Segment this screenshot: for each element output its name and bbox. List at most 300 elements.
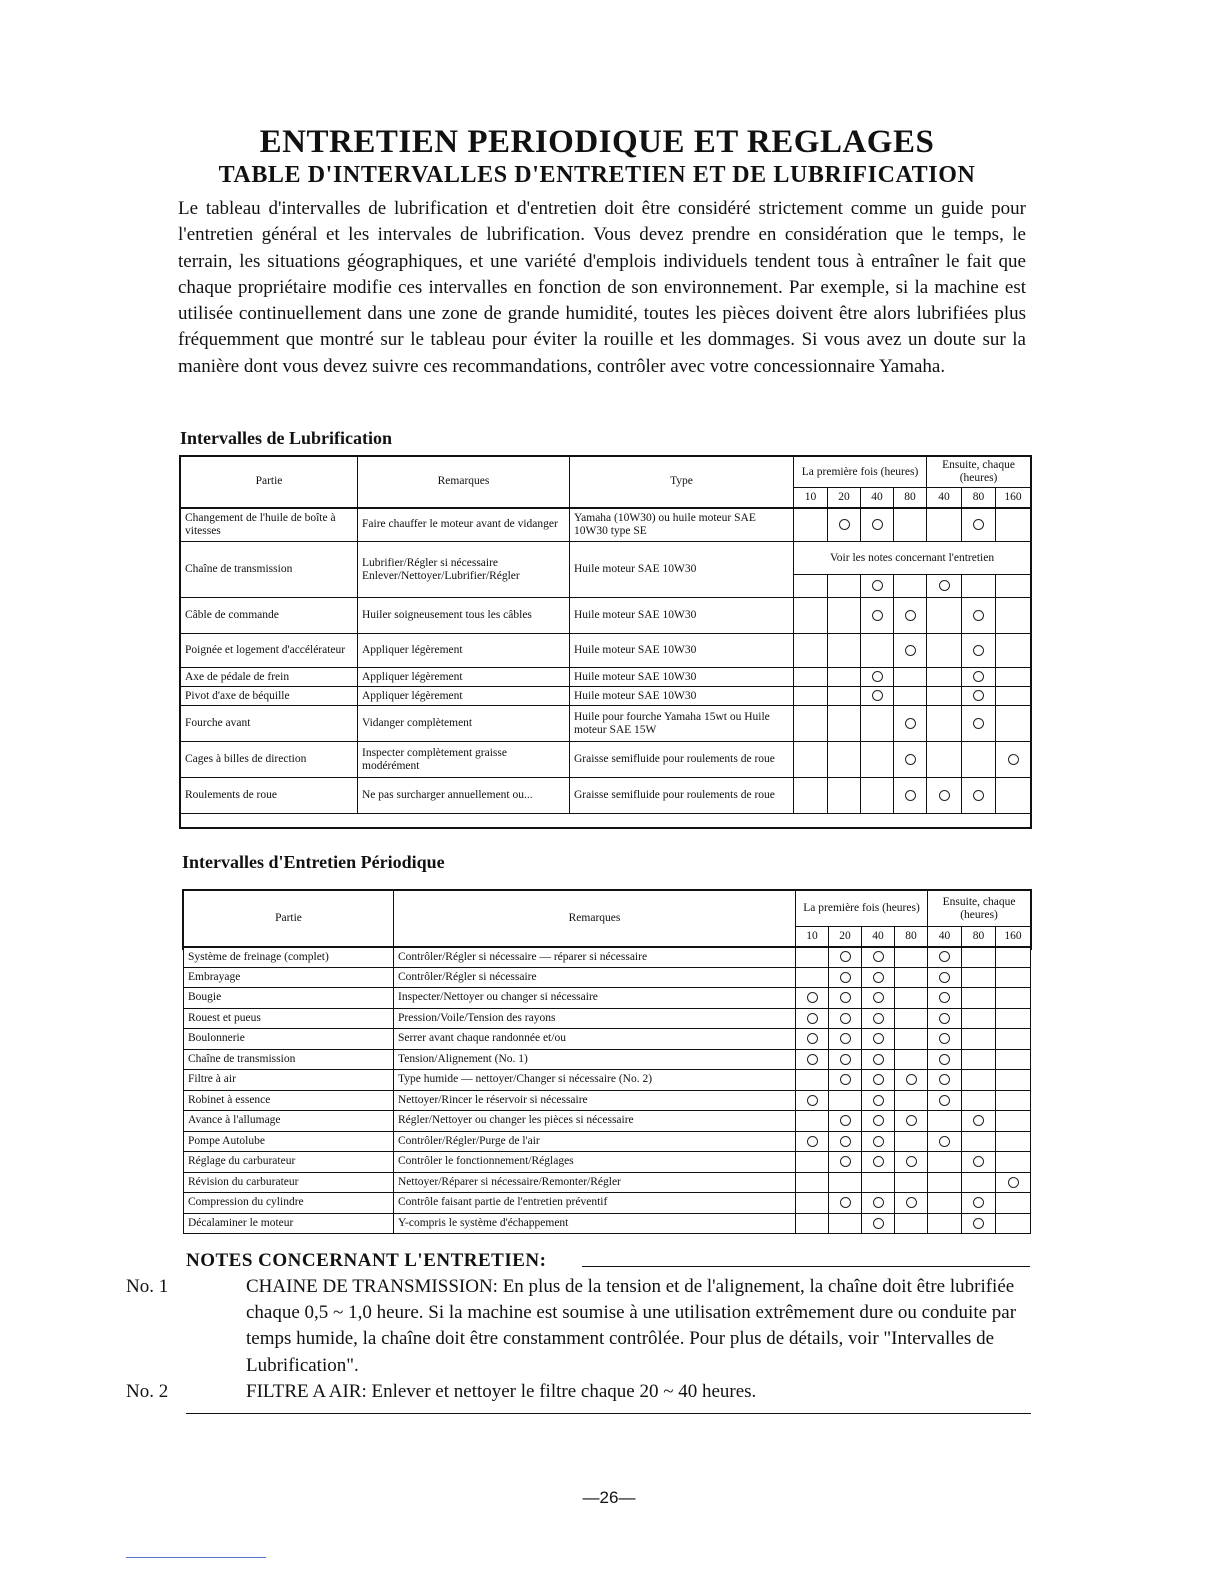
lubrication-row (181, 508, 1031, 542)
interval-empty-cell (962, 575, 996, 598)
maintenance-row (184, 947, 1031, 968)
interval-empty-cell (828, 634, 861, 668)
interval-empty-cell (996, 1008, 1031, 1029)
circle-mark-icon (939, 1136, 950, 1147)
interval-mark-cell (928, 967, 962, 988)
header-ensuite: Ensuite, chaque (heures) (927, 457, 1031, 488)
interval-mark-cell (796, 1029, 829, 1050)
circle-mark-icon (905, 610, 916, 621)
interval-empty-cell (962, 1172, 996, 1193)
row-part: Système de freinage (complet) (184, 947, 394, 968)
interval-mark-cell (862, 1049, 895, 1070)
row-part: Révision du carburateur (184, 1172, 394, 1193)
hours-40: 40 (861, 488, 894, 508)
row-remark: Inspecter complètement graisse modérément (358, 742, 570, 778)
circle-mark-icon (873, 992, 884, 1003)
interval-empty-cell (895, 1029, 928, 1050)
interval-mark-cell (829, 947, 862, 968)
row-remark: Huiler soigneusement tous les câbles (358, 598, 570, 634)
lubrication-table (180, 456, 1031, 814)
circle-mark-icon (839, 519, 850, 530)
maintenance-row (184, 1172, 1031, 1193)
interval-mark-cell (928, 1070, 962, 1091)
interval-mark-cell (928, 947, 962, 968)
maintenance-row (184, 1193, 1031, 1214)
circle-mark-icon (939, 1013, 950, 1024)
lubrication-row (181, 687, 1031, 706)
interval-mark-cell (894, 742, 927, 778)
interval-empty-cell (861, 634, 894, 668)
row-remark: Nettoyer/Rincer le réservoir si nécessaire (394, 1090, 796, 1111)
circle-mark-icon (939, 1074, 950, 1085)
circle-mark-icon (873, 1197, 884, 1208)
circle-mark-icon (873, 1218, 884, 1229)
hours-40: 40 (927, 488, 962, 508)
interval-mark-cell (862, 1193, 895, 1214)
lubrication-title: Intervalles de Lubrification (180, 428, 392, 448)
row-remark: Pression/Voile/Tension des rayons (394, 1008, 796, 1029)
interval-mark-cell (962, 1193, 996, 1214)
circle-mark-icon (973, 790, 984, 801)
row-part: Avance à l'allumage (184, 1111, 394, 1132)
lubrication-row (181, 542, 1031, 575)
interval-empty-cell (828, 742, 861, 778)
header-partie: Partie (184, 891, 394, 947)
row-part: Chaîne de transmission (184, 1049, 394, 1070)
interval-mark-cell (962, 706, 996, 742)
interval-empty-cell (794, 706, 828, 742)
interval-empty-cell (996, 1152, 1031, 1173)
row-remark: Contrôler/Régler si nécessaire (394, 967, 796, 988)
circle-mark-icon (973, 1197, 984, 1208)
interval-empty-cell (996, 1193, 1031, 1214)
interval-mark-cell (894, 706, 927, 742)
circle-mark-icon (840, 992, 851, 1003)
interval-empty-cell (861, 778, 894, 814)
row-remark: Contrôler/Régler/Purge de l'air (394, 1131, 796, 1152)
interval-empty-cell (962, 1090, 996, 1111)
interval-empty-cell (996, 1070, 1031, 1091)
interval-empty-cell (962, 967, 996, 988)
interval-mark-cell (928, 1008, 962, 1029)
lubrication-row (181, 742, 1031, 778)
interval-mark-cell (829, 1131, 862, 1152)
interval-mark-cell (962, 598, 996, 634)
interval-empty-cell (996, 575, 1031, 598)
notes-title: NOTES CONCERNANT L'ENTRETIEN: (186, 1250, 547, 1271)
interval-mark-cell (928, 1049, 962, 1070)
interval-mark-cell (862, 988, 895, 1009)
row-part: Pompe Autolube (184, 1131, 394, 1152)
circle-mark-icon (973, 1218, 984, 1229)
row-remark: Serrer avant chaque randonnée et/ou (394, 1029, 796, 1050)
interval-mark-cell (862, 1070, 895, 1091)
interval-mark-cell (962, 1152, 996, 1173)
circle-mark-icon (973, 1156, 984, 1167)
interval-mark-cell (895, 1070, 928, 1091)
circle-mark-icon (905, 790, 916, 801)
row-part: Compression du cylindre (184, 1193, 394, 1214)
hours-80: 80 (962, 927, 996, 947)
note-2-number: No. 2 (126, 1381, 169, 1402)
header-ensuite: Ensuite, chaque (heures) (928, 891, 1031, 927)
circle-mark-icon (840, 1197, 851, 1208)
interval-empty-cell (796, 1213, 829, 1234)
row-remark: Contrôler le fonctionnement/Réglages (394, 1152, 796, 1173)
interval-empty-cell (796, 1152, 829, 1173)
maintenance-row (184, 1090, 1031, 1111)
circle-mark-icon (939, 951, 950, 962)
circle-mark-icon (873, 1054, 884, 1065)
interval-empty-cell (796, 967, 829, 988)
interval-empty-cell (794, 687, 828, 706)
row-part: Pivot d'axe de béquille (181, 687, 358, 706)
interval-empty-cell (996, 1131, 1031, 1152)
lubrication-row (181, 598, 1031, 634)
circle-mark-icon (873, 1115, 884, 1126)
circle-mark-icon (873, 1156, 884, 1167)
interval-empty-cell (895, 1172, 928, 1193)
interval-mark-cell (829, 1070, 862, 1091)
row-type: Huile moteur SAE 10W30 (570, 668, 794, 687)
row-type: Huile moteur SAE 10W30 (570, 542, 794, 598)
circle-mark-icon (906, 1074, 917, 1085)
circle-mark-icon (1008, 1177, 1019, 1188)
circle-mark-icon (840, 1074, 851, 1085)
interval-mark-cell (895, 1111, 928, 1132)
row-type: Huile moteur SAE 10W30 (570, 598, 794, 634)
header-premiere-fois: La première fois (heures) (794, 457, 927, 488)
row-remark: Type humide — nettoyer/Changer si nécessaire (No. 2) (394, 1070, 796, 1091)
row-remark: Ne pas surcharger annuellement ou... (358, 778, 570, 814)
circle-mark-icon (939, 992, 950, 1003)
notes-title-rule (582, 1266, 1030, 1267)
interval-empty-cell (996, 1029, 1031, 1050)
interval-mark-cell (996, 742, 1031, 778)
circle-mark-icon (939, 1033, 950, 1044)
interval-mark-cell (796, 1090, 829, 1111)
interval-empty-cell (996, 967, 1031, 988)
interval-empty-cell (928, 1172, 962, 1193)
interval-empty-cell (962, 1029, 996, 1050)
circle-mark-icon (906, 1115, 917, 1126)
interval-mark-cell (861, 508, 894, 542)
interval-empty-cell (828, 706, 861, 742)
row-part: Cages à billes de direction (181, 742, 358, 778)
interval-empty-cell (895, 967, 928, 988)
interval-mark-cell (862, 1008, 895, 1029)
row-type: Graisse semifluide pour roulements de roue (570, 742, 794, 778)
maintenance-row (184, 1111, 1031, 1132)
interval-mark-cell (894, 598, 927, 634)
interval-empty-cell (996, 598, 1031, 634)
interval-empty-cell (828, 668, 861, 687)
row-part: Fourche avant (181, 706, 358, 742)
interval-empty-cell (895, 1131, 928, 1152)
circle-mark-icon (939, 972, 950, 983)
interval-empty-cell (895, 1090, 928, 1111)
interval-empty-cell (962, 742, 996, 778)
note-2-text: FILTRE A AIR: Enlever et nettoyer le filtre chaque 20 ~ 40 heures. (246, 1381, 757, 1402)
circle-mark-icon (939, 1054, 950, 1065)
lubrication-row (181, 634, 1031, 668)
hours-10: 10 (796, 927, 829, 947)
interval-empty-cell (862, 1172, 895, 1193)
notes-bottom-rule (186, 1413, 1031, 1414)
interval-mark-cell (829, 1152, 862, 1173)
row-part: Réglage du carburateur (184, 1152, 394, 1173)
interval-empty-cell (796, 1172, 829, 1193)
circle-mark-icon (873, 1136, 884, 1147)
interval-mark-cell (862, 1090, 895, 1111)
maintenance-row (184, 1008, 1031, 1029)
row-type: Graisse semifluide pour roulements de roue (570, 778, 794, 814)
interval-empty-cell (996, 1090, 1031, 1111)
circle-mark-icon (840, 1033, 851, 1044)
circle-mark-icon (905, 754, 916, 765)
interval-empty-cell (861, 742, 894, 778)
interval-mark-cell (962, 687, 996, 706)
hours-80: 80 (895, 927, 928, 947)
interval-empty-cell (895, 1049, 928, 1070)
row-remark: Lubrifier/Régler si nécessaire Enlever/Nettoyer/Lubrifier/Régler (358, 542, 570, 598)
circle-mark-icon (840, 1013, 851, 1024)
note-1-number: No. 1 (126, 1276, 169, 1297)
interval-empty-cell (894, 575, 927, 598)
interval-empty-cell (796, 1193, 829, 1214)
hours-40: 40 (862, 927, 895, 947)
interval-empty-cell (996, 778, 1031, 814)
row-remark: Appliquer légèrement (358, 634, 570, 668)
circle-mark-icon (840, 1136, 851, 1147)
row-type: Huile moteur SAE 10W30 (570, 687, 794, 706)
interval-mark-cell (996, 1172, 1031, 1193)
interval-mark-cell (862, 947, 895, 968)
interval-empty-cell (794, 508, 828, 542)
circle-mark-icon (973, 671, 984, 682)
circle-mark-icon (840, 1054, 851, 1065)
circle-mark-icon (873, 1095, 884, 1106)
interval-empty-cell (928, 1193, 962, 1214)
lubrication-header-row (181, 457, 1031, 488)
interval-empty-cell (928, 1111, 962, 1132)
maintenance-row (184, 967, 1031, 988)
interval-mark-cell (796, 1049, 829, 1070)
circle-mark-icon (873, 972, 884, 983)
interval-mark-cell (962, 1111, 996, 1132)
note-1 (126, 1274, 1034, 1379)
interval-mark-cell (796, 988, 829, 1009)
interval-mark-cell (796, 1008, 829, 1029)
circle-mark-icon (807, 1054, 818, 1065)
circle-mark-icon (840, 972, 851, 983)
interval-empty-cell (996, 1049, 1031, 1070)
interval-empty-cell (928, 1213, 962, 1234)
page-subtitle: TABLE D'INTERVALLES D'ENTRETIEN ET DE LUBRIFICATION (218, 162, 976, 188)
circle-mark-icon (973, 718, 984, 729)
row-type: Yamaha (10W30) ou huile moteur SAE 10W30 type SE (570, 508, 794, 542)
interval-mark-cell (928, 1131, 962, 1152)
interval-mark-cell (862, 1131, 895, 1152)
circle-mark-icon (872, 610, 883, 621)
interval-empty-cell (962, 1008, 996, 1029)
interval-empty-cell (962, 1131, 996, 1152)
interval-mark-cell (894, 634, 927, 668)
interval-mark-cell (862, 1029, 895, 1050)
interval-empty-cell (962, 947, 996, 968)
circle-mark-icon (973, 610, 984, 621)
interval-empty-cell (996, 668, 1031, 687)
circle-mark-icon (807, 1033, 818, 1044)
circle-mark-icon (906, 1156, 917, 1167)
interval-empty-cell (794, 598, 828, 634)
note-2 (126, 1379, 1034, 1405)
interval-empty-cell (828, 598, 861, 634)
interval-mark-cell (927, 575, 962, 598)
interval-empty-cell (895, 947, 928, 968)
interval-mark-cell (962, 508, 996, 542)
circle-mark-icon (873, 1013, 884, 1024)
interval-mark-cell (928, 988, 962, 1009)
maintenance-title: Intervalles d'Entretien Périodique (182, 852, 445, 872)
interval-empty-cell (829, 1090, 862, 1111)
row-part: Roulements de roue (181, 778, 358, 814)
circle-mark-icon (906, 1197, 917, 1208)
interval-mark-cell (862, 1152, 895, 1173)
row-remark: Faire chauffer le moteur avant de vidanger (358, 508, 570, 542)
interval-empty-cell (927, 508, 962, 542)
interval-empty-cell (895, 1008, 928, 1029)
row-remark: Nettoyer/Réparer si nécessaire/Remonter/Régler (394, 1172, 796, 1193)
circle-mark-icon (973, 645, 984, 656)
header-premiere-fois: La première fois (heures) (796, 891, 928, 927)
circle-mark-icon (939, 580, 950, 591)
interval-empty-cell (828, 687, 861, 706)
interval-empty-cell (895, 988, 928, 1009)
maintenance-row (184, 1029, 1031, 1050)
maintenance-row (184, 1049, 1031, 1070)
row-remark: Appliquer légèrement (358, 687, 570, 706)
maintenance-row (184, 1213, 1031, 1234)
interval-empty-cell (894, 668, 927, 687)
interval-empty-cell (794, 575, 828, 598)
row-part: Bougie (184, 988, 394, 1009)
row-part: Embrayage (184, 967, 394, 988)
interval-empty-cell (996, 1111, 1031, 1132)
interval-mark-cell (829, 1111, 862, 1132)
interval-mark-cell (829, 988, 862, 1009)
circle-mark-icon (939, 790, 950, 801)
interval-mark-cell (829, 1193, 862, 1214)
interval-mark-cell (829, 1029, 862, 1050)
interval-mark-cell (962, 1213, 996, 1234)
circle-mark-icon (807, 1095, 818, 1106)
circle-mark-icon (807, 1136, 818, 1147)
circle-mark-icon (872, 671, 883, 682)
circle-mark-icon (873, 951, 884, 962)
row-type: Huile moteur SAE 10W30 (570, 634, 794, 668)
interval-mark-cell (894, 778, 927, 814)
lubrication-row (181, 778, 1031, 814)
interval-empty-cell (996, 687, 1031, 706)
interval-empty-cell (894, 687, 927, 706)
row-remark: Inspecter/Nettoyer ou changer si nécessaire (394, 988, 796, 1009)
interval-empty-cell (894, 508, 927, 542)
circle-mark-icon (973, 690, 984, 701)
row-remark: Appliquer légèrement (358, 668, 570, 687)
interval-mark-cell (861, 598, 894, 634)
circle-mark-icon (905, 645, 916, 656)
interval-empty-cell (996, 634, 1031, 668)
interval-mark-cell (928, 1090, 962, 1111)
circle-mark-icon (973, 519, 984, 530)
circle-mark-icon (873, 1033, 884, 1044)
interval-mark-cell (796, 1131, 829, 1152)
interval-empty-cell (927, 634, 962, 668)
interval-empty-cell (927, 687, 962, 706)
header-remarques: Remarques (394, 891, 796, 947)
hours-160: 160 (996, 927, 1031, 947)
circle-mark-icon (872, 690, 883, 701)
interval-mark-cell (895, 1193, 928, 1214)
row-part: Axe de pédale de frein (181, 668, 358, 687)
maintenance-row (184, 1152, 1031, 1173)
interval-mark-cell (895, 1152, 928, 1173)
hours-80: 80 (894, 488, 927, 508)
row-part: Décalaminer le moteur (184, 1213, 394, 1234)
row-part: Changement de l'huile de boîte à vitesses (181, 508, 358, 542)
interval-empty-cell (927, 706, 962, 742)
interval-mark-cell (829, 1008, 862, 1029)
interval-empty-cell (794, 668, 828, 687)
interval-mark-cell (962, 634, 996, 668)
scan-mark (126, 1557, 266, 1558)
interval-mark-cell (829, 1049, 862, 1070)
interval-empty-cell (927, 742, 962, 778)
circle-mark-icon (840, 1156, 851, 1167)
maintenance-table (183, 890, 1031, 1234)
interval-mark-cell (962, 668, 996, 687)
interval-empty-cell (927, 598, 962, 634)
interval-mark-cell (862, 967, 895, 988)
interval-mark-cell (828, 508, 861, 542)
hours-20: 20 (829, 927, 862, 947)
circle-mark-icon (807, 1013, 818, 1024)
interval-empty-cell (996, 508, 1031, 542)
hours-40: 40 (928, 927, 962, 947)
row-part: Filtre à air (184, 1070, 394, 1091)
circle-mark-icon (872, 580, 883, 591)
maintenance-row (184, 988, 1031, 1009)
lubrication-row (181, 668, 1031, 687)
circle-mark-icon (807, 992, 818, 1003)
intro-paragraph: Le tableau d'intervalles de lubrification et d'entretien doit être considéré strictement comme un guide pour l'entretien général et les intervales de lubrification. Vous devez prendre en considération que le temps, le terrain, les situations géographiques, et une variété d'emplois individuels tendent tous à entraîner le fait que chaque propriétaire modifie ces intervalles en fonction de son environnement. Par exemple, si la machine est utilisée continuellement dans une zone de grande humidité, toutes les pièces doivent être alors lubrifiées plus fréquemment que montré sur le tableau pour éviter la rouille et les dommages. Si vous avez un doute sur la manière dont vous devez suivre ces recommandations, contrôler avec votre concessionnaire Yamaha. (178, 198, 1026, 377)
interval-empty-cell (794, 634, 828, 668)
header-type: Type (570, 457, 794, 508)
hours-160: 160 (996, 488, 1031, 508)
interval-mark-cell (862, 1213, 895, 1234)
interval-mark-cell (928, 1029, 962, 1050)
interval-empty-cell (996, 706, 1031, 742)
maintenance-header-row (184, 891, 1031, 927)
page-title: ENTRETIEN PERIODIQUE ET REGLAGES (259, 124, 935, 160)
circle-mark-icon (872, 519, 883, 530)
interval-empty-cell (794, 778, 828, 814)
interval-mark-cell (862, 1111, 895, 1132)
interval-empty-cell (829, 1172, 862, 1193)
interval-empty-cell (796, 947, 829, 968)
note-1-text: CHAINE DE TRANSMISSION: En plus de la tension et de l'alignement, la chaîne doit être lubrifiée chaque 0,5 ~ 1,0 heure. Si la machine est soumise à une utilisation extrêmement dure ou conduite par temps humide, la chaîne doit être constamment contrôlée. Pour plus de détails, voir "Intervalles de Lubrification". (246, 1276, 1017, 1376)
